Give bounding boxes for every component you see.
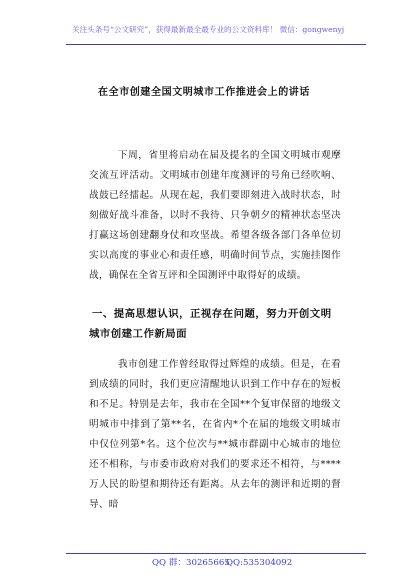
section-heading-1: 一、提高思想认识，正视存在问题，努力开创文明城市创建工作新局面 <box>89 308 332 340</box>
footer-divider <box>66 553 366 554</box>
body-paragraph-2: 我市创建工作曾经取得过辉煌的成绩。但是，在看到成绩的同时，我们更应清醒地认识到工作中存在的短板和不足。特别是去年，我市在全国**个复审保留的地级文明城市中排到了第**名，在省内*个在届的地级文明城市中仅位列第*名。这个位次与**城市群副中心城市的地位还不相称，与市委市政府对我们的要求还不相符，与****万人民的盼望和期待还有距离。从去年的测评和近期的督导、暗 <box>89 359 341 510</box>
qq-group-number: QQ 群：30265665 <box>152 558 230 568</box>
document-title: 在全市创建全国文明城市工作推进会上的讲话 <box>98 87 310 98</box>
body-paragraph-1: 下周，省里将启动在届及提名的全国文明城市观摩交流互评活动。文明城市创建年度测评的号角已经吹响、战鼓已经擂起。从现在起，我们要即刻进入战时状态，时刻做好战斗准备，以时不我待、只争朝夕的精神状态坚决打赢这场创建翻身仗和攻坚战。希望各级各部门各单位切实以高度的事业心和责任感，明确时间节点，实施挂图作战，确保在全省互评和全国测评中取得好的成绩。 <box>89 150 341 281</box>
qq-number: QQ:535304092 <box>226 558 293 568</box>
promo-banner: 关注头条号“公文研究”，获得最新最全最专业的公文资料库！ 微信：gongwenyj <box>72 25 345 34</box>
header-divider <box>66 44 366 45</box>
